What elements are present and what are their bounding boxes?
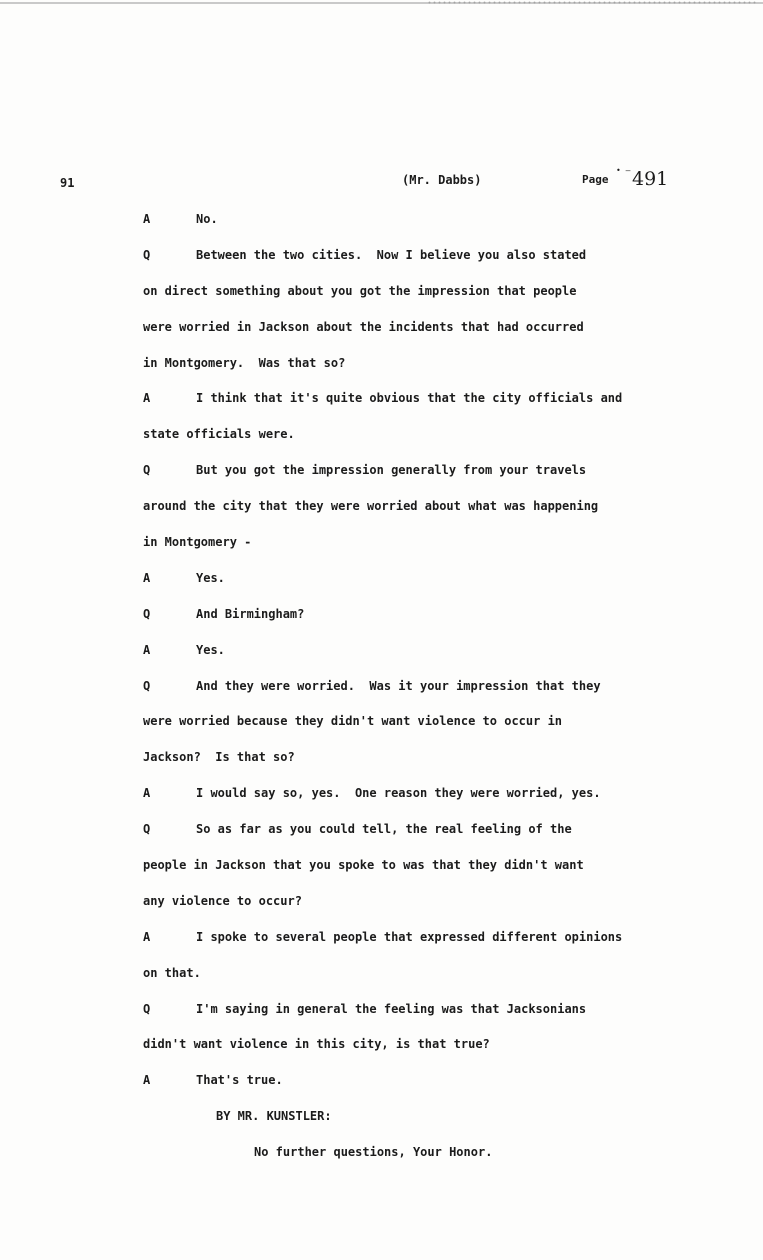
page-label-mark: • — — [616, 166, 631, 175]
line-text: Yes. — [196, 570, 225, 585]
speaker-label: A — [143, 786, 151, 801]
line-text: No. — [196, 212, 218, 226]
speaker-label: Q — [143, 463, 151, 478]
speaker-label: A — [143, 929, 151, 944]
line-text: state officials were. — [143, 427, 295, 442]
transcript-line — [143, 966, 743, 1002]
line-text: in Montgomery. Was that so? — [143, 355, 346, 370]
transcript-line — [143, 894, 743, 930]
transcript-line — [143, 607, 743, 643]
transcript-line — [143, 1002, 743, 1038]
transcript-line — [143, 930, 743, 966]
transcript-line — [143, 391, 743, 427]
transcript-line — [143, 750, 743, 786]
transcript-line — [143, 284, 743, 320]
line-text: That's true. — [196, 1073, 283, 1088]
speaker-label: Q — [143, 606, 151, 621]
speaker-label: Q — [143, 247, 151, 262]
line-text: were worried in Jackson about the incidents that had occurred — [143, 319, 584, 334]
examiner-label: (Mr. Dabbs) — [402, 173, 482, 187]
line-text: were worried because they didn't want violence to occur in — [143, 714, 563, 729]
transcript-line — [143, 499, 743, 535]
page-number-right: 491 — [632, 168, 669, 190]
line-text: I think that it's quite obvious that the city officials and — [196, 391, 623, 406]
page-label: Page — [582, 173, 609, 186]
line-text: on direct something about you got the impression that people — [143, 283, 577, 298]
transcript-line — [143, 1073, 743, 1109]
line-text: in Montgomery - — [143, 535, 252, 550]
line-text: any violence to occur? — [143, 893, 302, 908]
line-text: I would say so, yes. One reason they were worried, yes. — [196, 786, 601, 801]
transcript-line — [143, 858, 743, 894]
speaker-label: Q — [143, 822, 151, 837]
transcript-line — [143, 463, 743, 499]
line-text: around the city that they were worried about what was happening — [143, 499, 599, 514]
transcript-line — [143, 571, 743, 607]
line-text: So as far as you could tell, the real feeling of the — [196, 822, 572, 837]
line-text: I'm saying in general the feeling was that Jacksonians — [196, 1001, 587, 1016]
line-text: But you got the impression generally from your travels — [196, 463, 587, 478]
line-text: Jackson? Is that so? — [143, 750, 295, 765]
line-text: people in Jackson that you spoke to was that they didn't want — [143, 858, 584, 873]
top-edge-scan-dots — [427, 0, 757, 6]
transcript-line — [143, 822, 743, 858]
transcript-line — [143, 679, 743, 715]
line-text: Between the two cities. Now I believe you also stated — [196, 247, 587, 262]
transcript-line — [143, 535, 743, 571]
speaker-label: A — [143, 1073, 151, 1088]
transcript-line — [143, 320, 743, 356]
page-number-left: 91 — [60, 176, 75, 190]
transcript-line — [143, 248, 743, 284]
transcript-line — [143, 1037, 743, 1073]
line-text: didn't want violence in this city, is that true? — [143, 1037, 490, 1052]
line-text: I spoke to several people that expressed different opinions — [196, 929, 623, 944]
by-line: BY MR. KUNSTLER: — [216, 1109, 332, 1124]
line-text: Yes. — [196, 642, 225, 657]
transcript-line — [143, 212, 743, 248]
transcript-line — [143, 356, 743, 392]
line-text: on that. — [143, 965, 201, 980]
speaker-label: A — [143, 570, 151, 585]
line-text: And they were worried. Was it your impression that they — [196, 678, 601, 693]
transcript-line — [143, 714, 743, 750]
speaker-label: A — [143, 391, 151, 406]
speaker-label: A — [143, 212, 151, 226]
page-header — [0, 166, 763, 195]
speaker-label: A — [143, 642, 151, 657]
closing-statement: No further questions, Your Honor. — [254, 1145, 493, 1160]
transcript-line — [143, 427, 743, 463]
speaker-label: Q — [143, 1001, 151, 1016]
transcript-line — [143, 643, 743, 679]
transcript-body — [143, 212, 743, 1181]
transcript-line — [143, 786, 743, 822]
line-text: And Birmingham? — [196, 606, 305, 621]
speaker-label: Q — [143, 678, 151, 693]
